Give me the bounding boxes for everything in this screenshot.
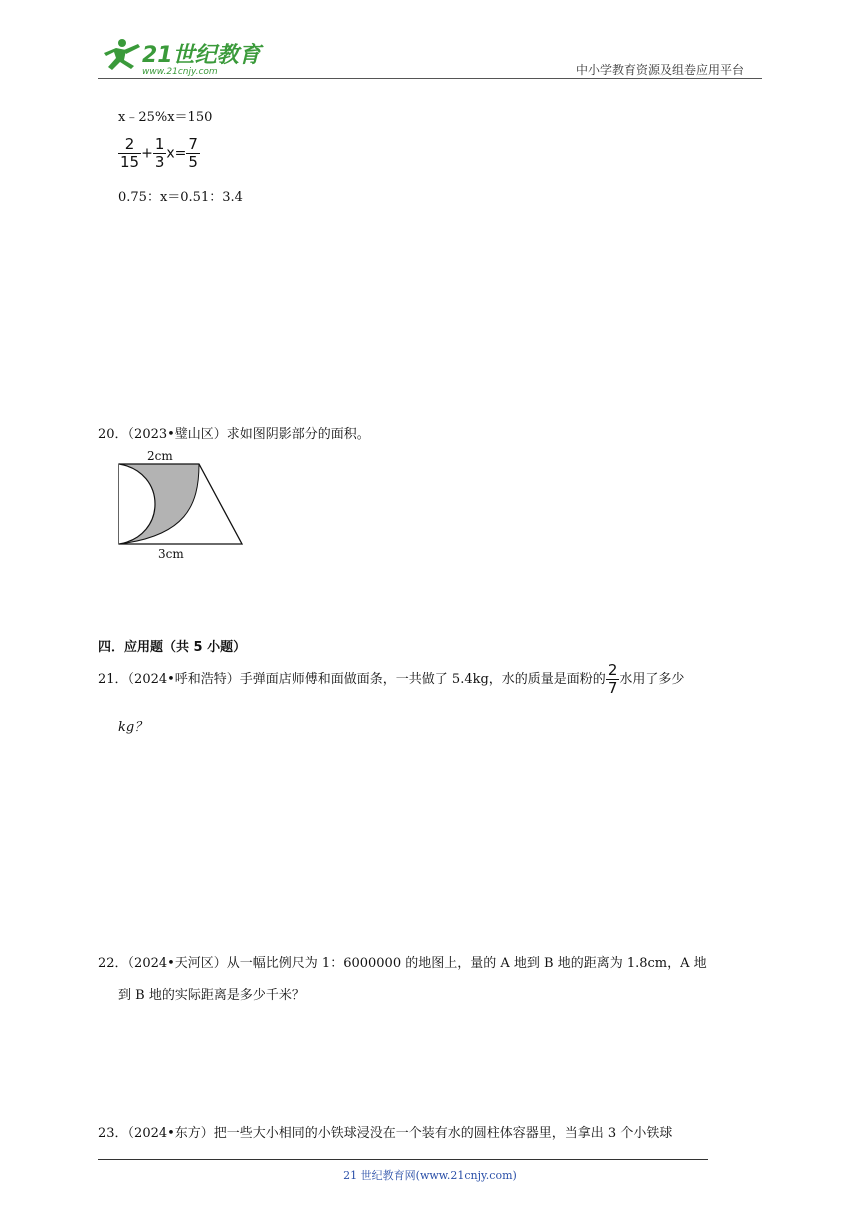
fraction-denominator: 15 bbox=[120, 153, 140, 171]
fraction bbox=[186, 136, 200, 171]
fraction-numerator: 1 bbox=[154, 135, 165, 153]
question-22-continuation: 到 B 地的实际距离是多少千米？ bbox=[118, 988, 305, 1003]
site-logo bbox=[94, 36, 266, 78]
question-20: 20．（2023•璧山区）求如图阴影部分的面积。 bbox=[98, 427, 370, 442]
fraction-numerator: 2 bbox=[118, 136, 141, 154]
fraction bbox=[606, 662, 620, 697]
footer-divider bbox=[98, 1159, 708, 1160]
fraction bbox=[118, 136, 141, 171]
fraction-numerator: 7 bbox=[188, 135, 198, 153]
question-22: 22．（2024•天河区）从一幅比例尺为 1：6000000 的地图上，量的 A 地到 B 地的距离为 1.8cm，A 地 bbox=[98, 956, 707, 971]
runner-icon bbox=[104, 39, 140, 70]
question-21-continuation bbox=[118, 716, 147, 735]
bottom-length-label: 3cm bbox=[158, 547, 184, 561]
unit-text: kg？ bbox=[118, 720, 148, 735]
question-21-text-end: 水用了多少 bbox=[619, 672, 685, 687]
variable-equals: x= bbox=[166, 145, 187, 162]
question-21 bbox=[98, 662, 684, 697]
equation-1: x﹣25%x＝150 bbox=[118, 110, 213, 125]
platform-title: 中小学教育资源及组卷应用平台 bbox=[576, 63, 745, 77]
question-23: 23．（2024•东方）把一些大小相同的小铁球浸没在一个装有水的圆柱体容器里，当拿出 3 个小铁球 bbox=[98, 1126, 673, 1141]
fraction-denominator: 7 bbox=[607, 679, 618, 697]
header-divider bbox=[98, 78, 762, 79]
top-length-label: 2cm bbox=[147, 449, 173, 463]
fraction-denominator: 3 bbox=[154, 153, 165, 171]
section-title: 四．应用题（共 5 小题） bbox=[98, 640, 247, 655]
footer-text: 21 世纪教育网(www.21cnjy.com) bbox=[343, 1169, 517, 1182]
plus-sign: + bbox=[141, 145, 153, 162]
fraction-denominator: 5 bbox=[188, 153, 198, 171]
logo-url: www.21cnjy.com bbox=[142, 67, 218, 77]
question-21-text: 21．（2024•呼和浩特）手弹面店师傅和面做面条，一共做了 5.4kg，水的质量是面粉的 bbox=[98, 672, 606, 687]
equation-2 bbox=[118, 136, 200, 171]
fraction-numerator: 2 bbox=[607, 661, 618, 679]
shaded-area-figure bbox=[115, 446, 247, 562]
fraction bbox=[153, 136, 167, 171]
equation-3: 0.75：x＝0.51：3.4 bbox=[118, 190, 243, 205]
logo-text: 21世纪教育 bbox=[142, 43, 261, 68]
